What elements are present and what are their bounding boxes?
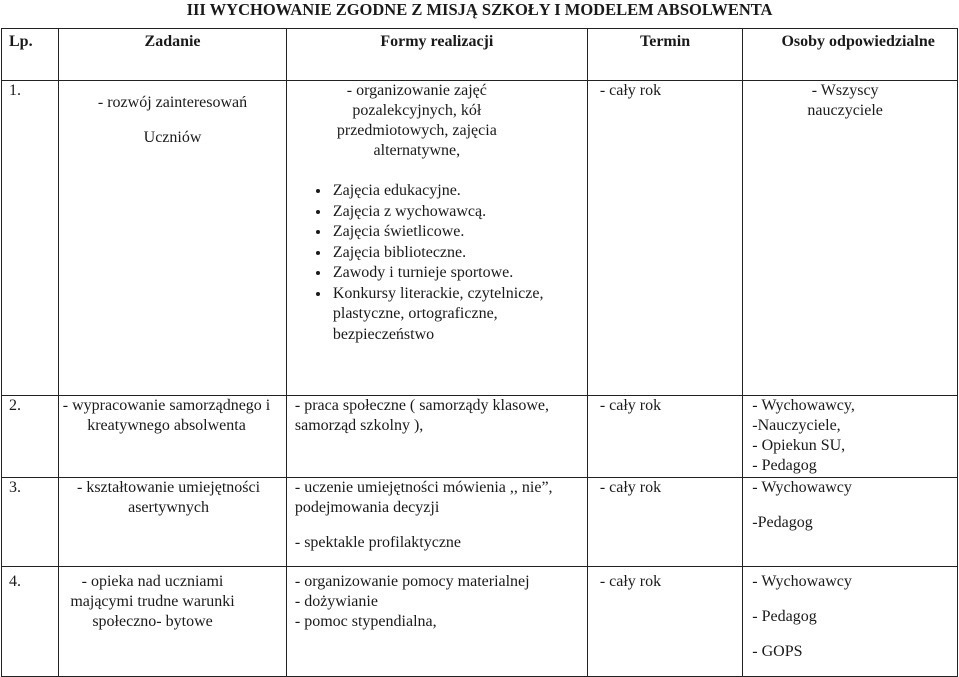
row-1-lp: 1. <box>2 81 59 396</box>
row-4-lp: 4. <box>2 567 59 677</box>
document-title: III WYCHOWANIE ZGODNE Z MISJĄ SZKOŁY I MODELEM ABSOLWENTA <box>186 0 773 19</box>
row-1-formy <box>286 81 587 396</box>
person-line: - Pedagog <box>752 457 817 474</box>
list-item: • Zajęcia z wychowawcą. <box>331 202 587 223</box>
form-line: - pomoc stypendialna, <box>294 613 437 630</box>
row-1-zadanie-line1: - rozwój zainteresowań <box>97 94 248 111</box>
person-line: - Opiekun SU, <box>752 437 846 454</box>
header-termin: Termin <box>587 29 742 81</box>
list-item: • Zajęcia edukacyjne. <box>331 181 587 202</box>
row-2-termin: - cały rok <box>587 396 742 478</box>
person-line: -Nauczyciele, <box>752 417 841 434</box>
list-item: • Zajęcia biblioteczne. <box>331 243 587 264</box>
row-3-formy-line2: - spektakle profilaktyczne <box>294 534 462 551</box>
person-line: -Pedagog <box>752 514 813 531</box>
row-1-zadanie <box>59 81 287 396</box>
row-3-lp: 3. <box>2 478 59 567</box>
row-3-formy-line1: - uczenie umiejętności mówienia ,, nie”, podejmowania decyzji <box>294 479 553 516</box>
header-zadanie: Zadanie <box>59 29 287 81</box>
row-2-formy: - praca społeczne ( samorządy klasowe, samorząd szkolny ), <box>286 396 587 478</box>
person-line: - Wychowawcy <box>752 573 852 590</box>
row-3-termin: - cały rok <box>587 478 742 567</box>
list-item: • Zajęcia świetlicowe. <box>331 222 587 243</box>
row-1-zadanie-line2: Uczniów <box>143 129 202 146</box>
person-line: - GOPS <box>752 643 803 660</box>
person-line: - Wychowawcy, <box>752 397 855 414</box>
row-4-formy <box>286 567 587 677</box>
row-3-zadanie: - kształtowanie umiejętności asertywnych <box>59 478 287 567</box>
row-1-termin: - cały rok <box>587 81 742 396</box>
header-lp: Lp. <box>2 29 59 81</box>
header-row <box>2 29 958 81</box>
row-2-lp: 2. <box>2 396 59 478</box>
row-2-zadanie: - wypracowanie samorządnego i kreatywnego absolwenta <box>59 396 287 478</box>
row-1-formy-intro: - organizowanie zajęć pozalekcyjnych, kół przedmiotowych, zajęcia alternatywne, <box>336 82 497 159</box>
row-4-osoby <box>743 567 958 677</box>
row-4-zadanie: - opieka nad uczniami mającymi trudne warunki społeczno- bytowe <box>59 567 287 677</box>
table-row <box>2 81 958 396</box>
table-row <box>2 396 958 478</box>
list-item: • Zawody i turnieje sportowe. <box>331 263 587 284</box>
header-formy: Formy realizacji <box>286 29 587 81</box>
table-row <box>2 478 958 567</box>
row-4-termin: - cały rok <box>587 567 742 677</box>
person-line: - Wychowawcy <box>752 479 852 496</box>
row-2-osoby <box>743 396 958 478</box>
row-1-osoby: - Wszyscy nauczyciele <box>743 81 958 396</box>
row-1-formy-list <box>287 181 587 345</box>
header-osoby: Osoby odpowiedzialne <box>743 29 958 81</box>
row-3-osoby <box>743 478 958 567</box>
list-item: • Konkursy literackie, czytelnicze, plastyczne, ortograficzne, bezpieczeństwo <box>331 284 587 346</box>
education-plan-table <box>1 28 958 677</box>
table-row <box>2 567 958 677</box>
row-3-formy <box>286 478 587 567</box>
form-line: - dożywianie <box>294 593 378 610</box>
person-line: - Pedagog <box>752 608 817 625</box>
form-line: - organizowanie pomocy materialnej <box>294 573 530 590</box>
